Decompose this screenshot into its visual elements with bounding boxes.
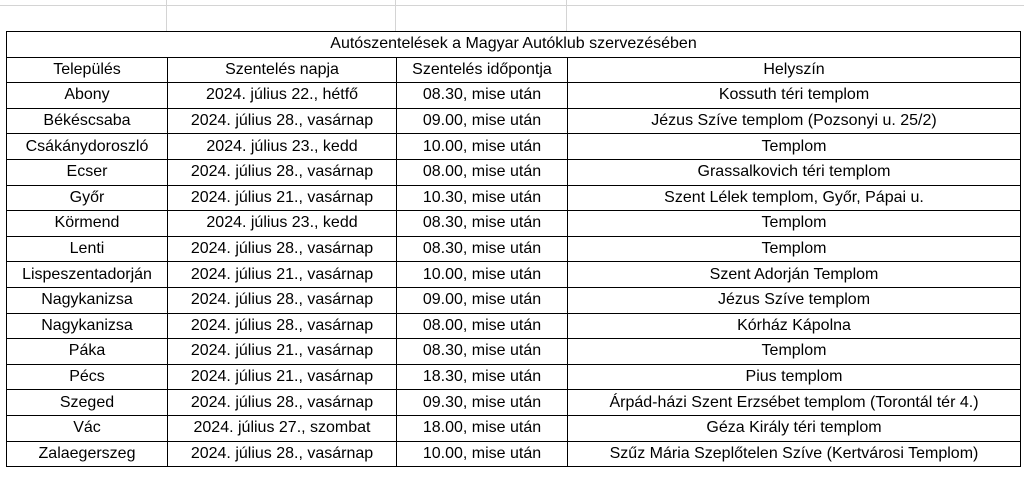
cell-helyszin[interactable]: Pius templom — [568, 364, 1021, 390]
cell-datum[interactable]: 2024. július 28., vasárnap — [168, 159, 397, 185]
cell-helyszin[interactable]: Jézus Szíve templom (Pozsonyi u. 25/2) — [568, 108, 1021, 134]
gridline — [0, 5, 1024, 6]
cell-telepules[interactable]: Vác — [7, 415, 168, 441]
table-row — [7, 83, 1021, 109]
cell-datum[interactable]: 2024. július 28., vasárnap — [168, 441, 397, 467]
cell-idopont[interactable]: 08.30, mise után — [397, 83, 568, 109]
cell-idopont[interactable]: 09.00, mise után — [397, 287, 568, 313]
cell-datum[interactable]: 2024. július 21., vasárnap — [168, 262, 397, 288]
table-row — [7, 211, 1021, 237]
table-row — [7, 262, 1021, 288]
cell-telepules[interactable]: Békéscsaba — [7, 108, 168, 134]
header-cell-szenteles-idopontja[interactable]: Szentelés időpontja — [397, 57, 568, 83]
cell-helyszin[interactable]: Szent Lélek templom, Győr, Pápai u. — [568, 185, 1021, 211]
cell-telepules[interactable]: Körmend — [7, 211, 168, 237]
empty-grid-area — [0, 0, 1024, 31]
header-cell-telepules[interactable]: Település — [7, 57, 168, 83]
cell-helyszin[interactable]: Templom — [568, 236, 1021, 262]
cell-datum[interactable]: 2024. július 23., kedd — [168, 134, 397, 160]
cell-idopont[interactable]: 18.00, mise után — [397, 415, 568, 441]
gridline — [395, 0, 396, 31]
cell-datum[interactable]: 2024. július 28., vasárnap — [168, 287, 397, 313]
cell-helyszin[interactable]: Géza Király téri templom — [568, 415, 1021, 441]
cell-idopont[interactable]: 08.00, mise után — [397, 313, 568, 339]
cell-telepules[interactable]: Győr — [7, 185, 168, 211]
cell-telepules[interactable]: Csákánydoroszló — [7, 134, 168, 160]
cell-telepules[interactable]: Pécs — [7, 364, 168, 390]
cell-helyszin[interactable]: Szent Adorján Templom — [568, 262, 1021, 288]
cell-telepules[interactable]: Lenti — [7, 236, 168, 262]
cell-datum[interactable]: 2024. július 27., szombat — [168, 415, 397, 441]
cell-idopont[interactable]: 08.30, mise után — [397, 339, 568, 365]
cell-idopont[interactable]: 08.30, mise után — [397, 211, 568, 237]
table-row — [7, 339, 1021, 365]
cell-idopont[interactable]: 10.00, mise után — [397, 262, 568, 288]
cell-datum[interactable]: 2024. július 28., vasárnap — [168, 313, 397, 339]
gridline — [566, 0, 567, 31]
cell-telepules[interactable]: Ecser — [7, 159, 168, 185]
cell-telepules[interactable]: Lispeszentadorján — [7, 262, 168, 288]
table-row — [7, 287, 1021, 313]
cell-idopont[interactable]: 09.30, mise után — [397, 390, 568, 416]
table-row — [7, 236, 1021, 262]
table-row — [7, 134, 1021, 160]
cell-idopont[interactable]: 09.00, mise után — [397, 108, 568, 134]
table-body — [7, 83, 1021, 467]
gridline — [166, 0, 167, 31]
cell-datum[interactable]: 2024. július 21., vasárnap — [168, 339, 397, 365]
cell-idopont[interactable]: 10.00, mise után — [397, 441, 568, 467]
table-title[interactable]: Autószentelések a Magyar Autóklub szervezésében — [7, 32, 1021, 58]
cell-telepules[interactable]: Abony — [7, 83, 168, 109]
cell-datum[interactable]: 2024. július 22., hétfő — [168, 83, 397, 109]
cell-datum[interactable]: 2024. július 21., vasárnap — [168, 185, 397, 211]
cell-telepules[interactable]: Nagykanizsa — [7, 313, 168, 339]
cell-datum[interactable]: 2024. július 28., vasárnap — [168, 108, 397, 134]
header-cell-helyszin[interactable]: Helyszín — [568, 57, 1021, 83]
cell-helyszin[interactable]: Kórház Kápolna — [568, 313, 1021, 339]
cell-helyszin[interactable]: Jézus Szíve templom — [568, 287, 1021, 313]
cell-datum[interactable]: 2024. július 28., vasárnap — [168, 390, 397, 416]
cell-telepules[interactable]: Nagykanizsa — [7, 287, 168, 313]
table-row — [7, 108, 1021, 134]
cell-datum[interactable]: 2024. július 23., kedd — [168, 211, 397, 237]
cell-datum[interactable]: 2024. július 28., vasárnap — [168, 236, 397, 262]
table-row — [7, 390, 1021, 416]
cell-helyszin[interactable]: Árpád-házi Szent Erzsébet templom (Torontál tér 4.) — [568, 390, 1021, 416]
header-cell-szenteles-napja[interactable]: Szentelés napja — [168, 57, 397, 83]
cell-helyszin[interactable]: Szűz Mária Szeplőtelen Szíve (Kertvárosi Templom) — [568, 441, 1021, 467]
table-row — [7, 313, 1021, 339]
cell-idopont[interactable]: 18.30, mise után — [397, 364, 568, 390]
cell-telepules[interactable]: Szeged — [7, 390, 168, 416]
table-row — [7, 415, 1021, 441]
cell-helyszin[interactable]: Templom — [568, 134, 1021, 160]
table-row — [7, 159, 1021, 185]
title-row — [7, 32, 1021, 58]
cell-helyszin[interactable]: Kossuth téri templom — [568, 83, 1021, 109]
cell-telepules[interactable]: Zalaegerszeg — [7, 441, 168, 467]
cell-telepules[interactable]: Páka — [7, 339, 168, 365]
cell-idopont[interactable]: 08.30, mise után — [397, 236, 568, 262]
cell-helyszin[interactable]: Templom — [568, 339, 1021, 365]
cell-idopont[interactable]: 10.00, mise után — [397, 134, 568, 160]
cell-helyszin[interactable]: Grassalkovich téri templom — [568, 159, 1021, 185]
table-row — [7, 364, 1021, 390]
schedule-table — [6, 31, 1021, 467]
header-row — [7, 57, 1021, 83]
table-row — [7, 185, 1021, 211]
cell-idopont[interactable]: 08.00, mise után — [397, 159, 568, 185]
cell-idopont[interactable]: 10.30, mise után — [397, 185, 568, 211]
table-row — [7, 441, 1021, 467]
cell-datum[interactable]: 2024. július 21., vasárnap — [168, 364, 397, 390]
cell-helyszin[interactable]: Templom — [568, 211, 1021, 237]
